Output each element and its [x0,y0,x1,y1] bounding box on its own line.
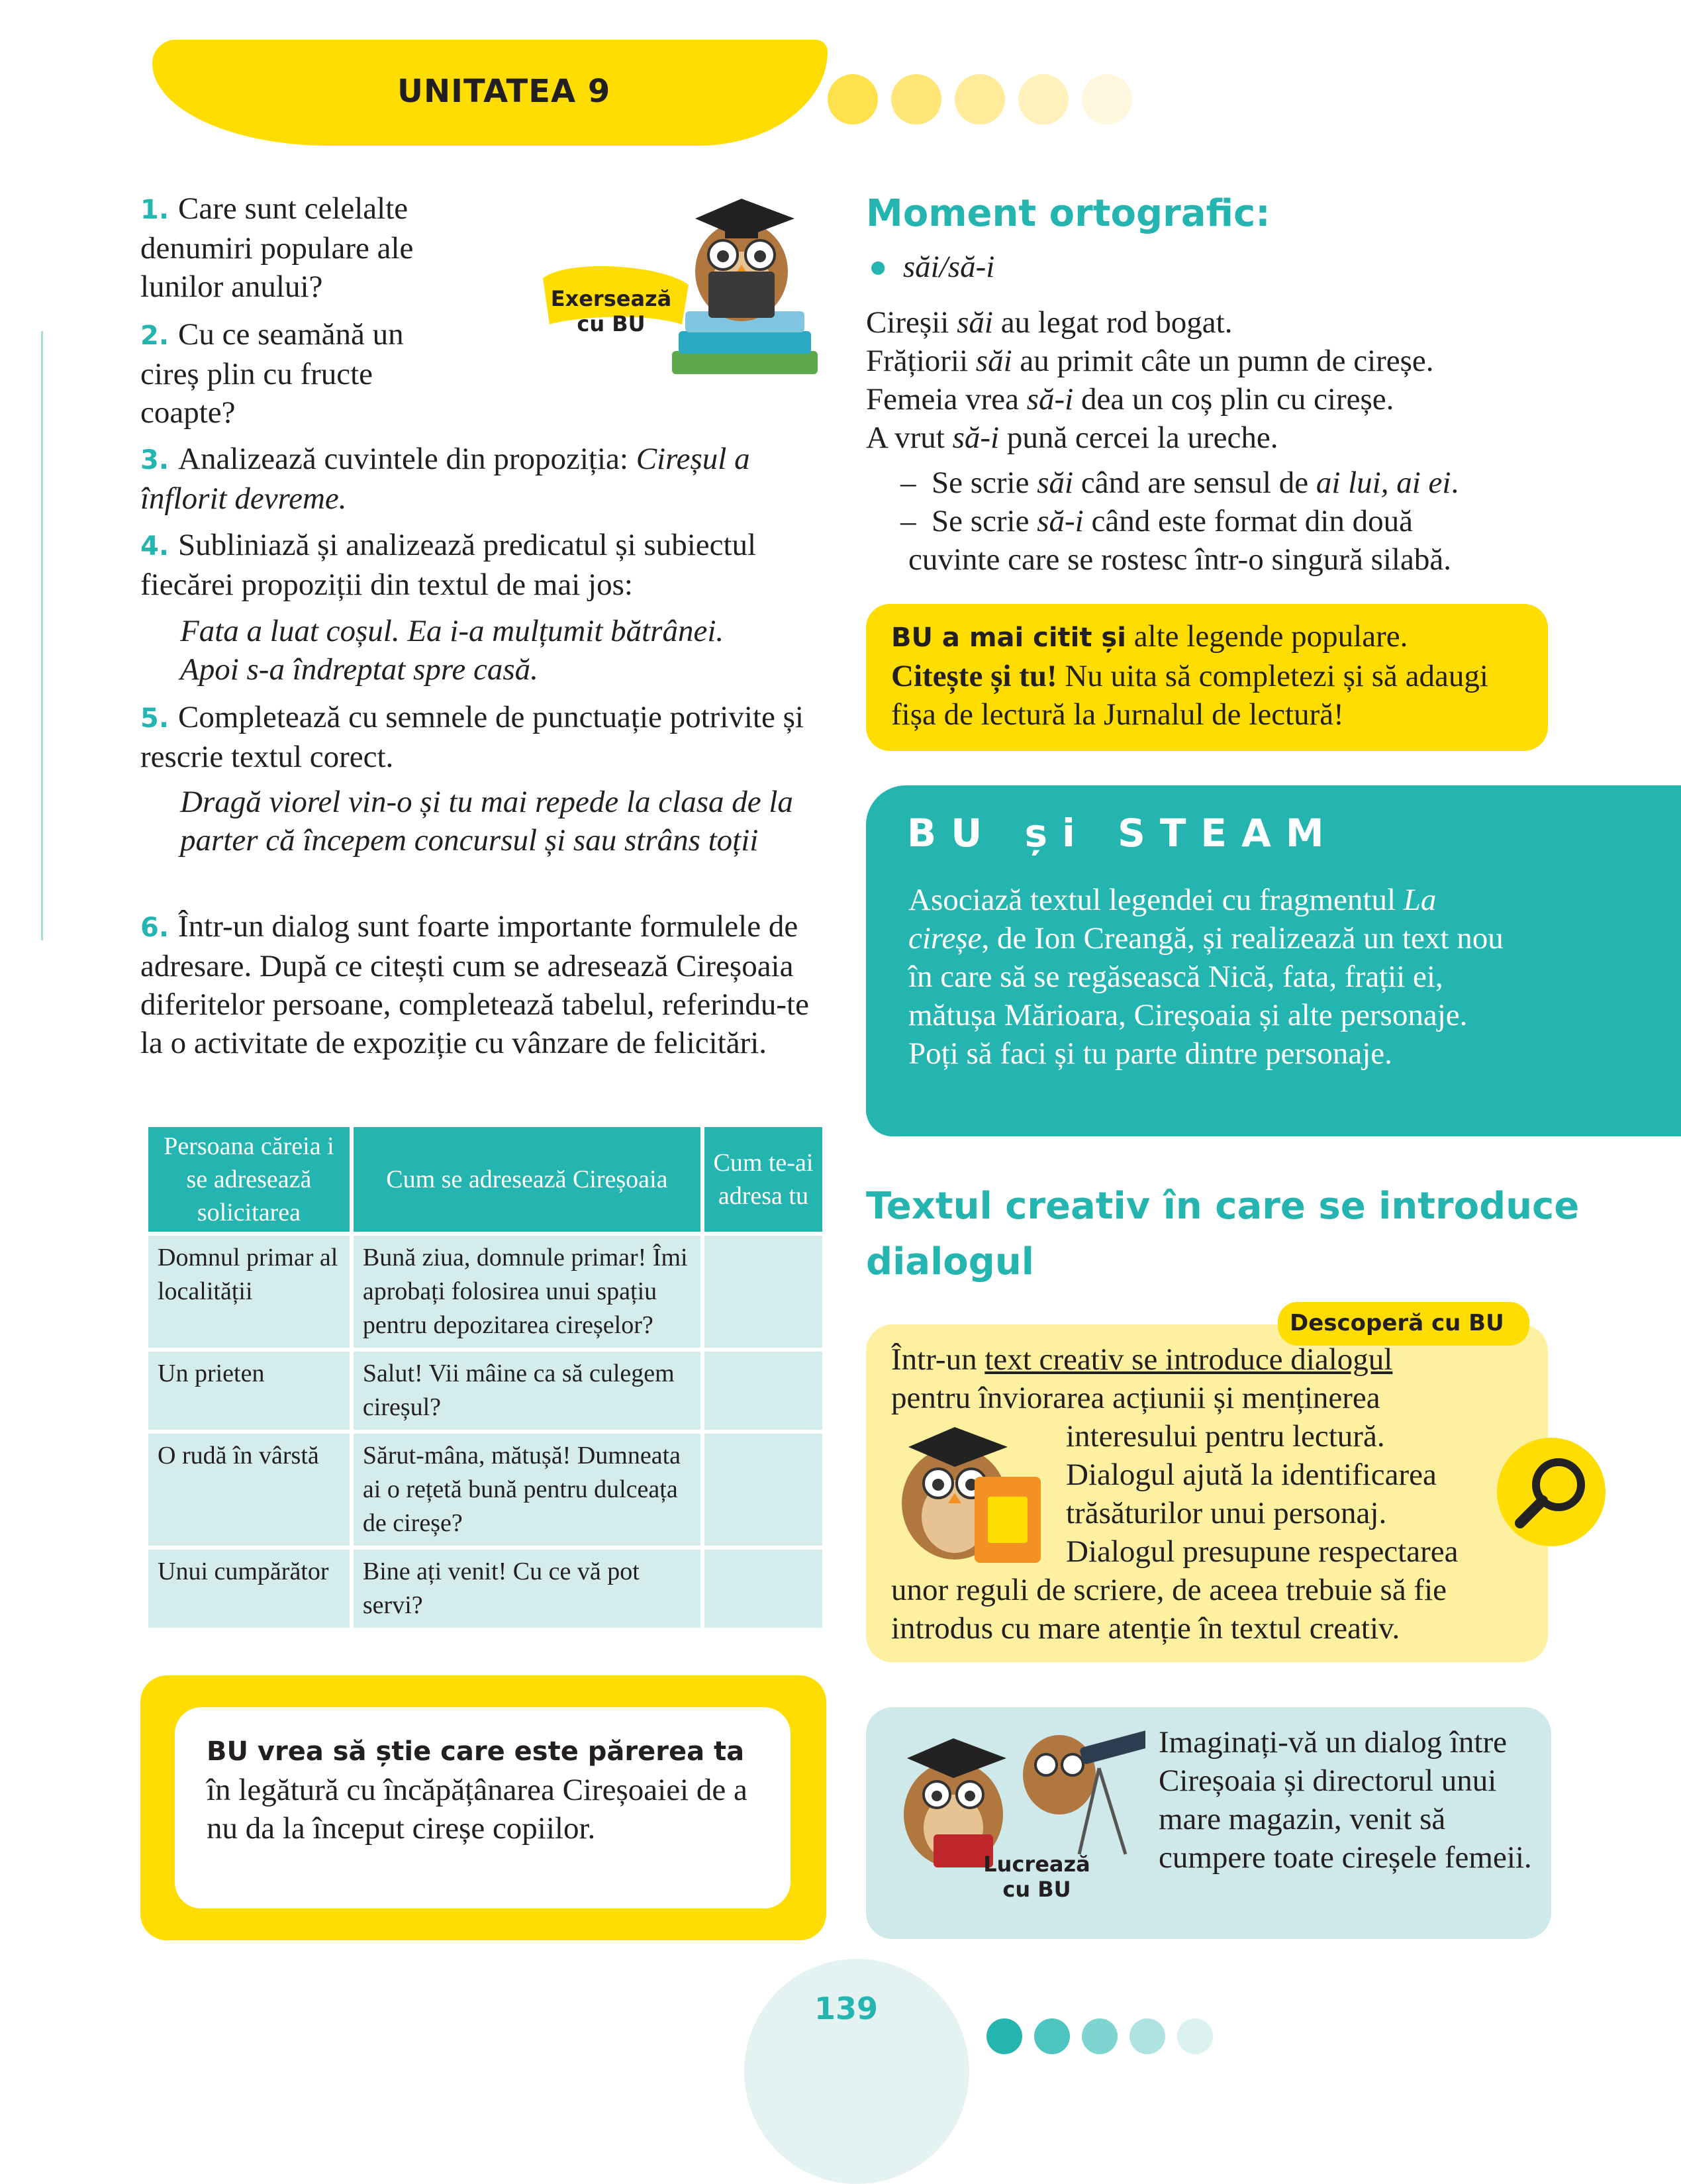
example-line: Femeia vrea să-i dea un coș plin cu cireșe. [866,382,1394,417]
bu-opinion-text: BU vrea să știe care este părerea ta în legătură cu încăpățânarea Cireșoaiei de a nu da la început cireșe copiilor. [207,1736,747,1846]
creative-title: Textul creativ în care se introduce dialogul [866,1185,1580,1283]
orthographic-title: Moment ortografic: [866,192,1271,235]
exercise-2: 2. Cu ce seamănă un cireș plin cu fructe coapte? [140,317,404,430]
table-row [148,1434,822,1546]
example-line: Cireșii săi au legat rod bogat. [866,305,1233,340]
orthographic-rules: – Se scrie săi când are sensul de ai lui, ai ei. – Se scrie să-i când este format din două cuvinte care se rostesc într-o singură silabă. [900,464,1549,579]
unit-title: UNITATEA 9 [397,73,611,110]
example-line: Frățiorii săi au primit câte un pumn de cireșe. [866,344,1434,378]
table-cell-empty[interactable] [704,1352,822,1430]
margin-rule [41,331,43,940]
discover-text-bottom: unor reguli de scriere, de aceea trebuie să fie introdus cu mare atenție în textul creativ. [891,1573,1447,1646]
table-cell: Salut! Vii mâine ca să culegem cireșul? [354,1352,700,1430]
table-row [148,1236,822,1348]
footer-dot [1034,2018,1070,2054]
table-header: Persoana căreia i se adresează solicitarea [148,1127,350,1232]
orthographic-examples [866,303,1541,457]
table-cell-empty[interactable] [704,1236,822,1348]
exercise-6: 6. Într-un dialog sunt foarte importante formulele de adresare. După ce citești cum se adresează Cireșoaia diferitelor persoane, completează tabelul, referindu-te la o activitate de expoziție cu vânzare de felicitări. [140,909,809,1060]
magnifier-icon [1495,1436,1608,1548]
exercise-badge-text: Exersează cu BU [550,286,672,336]
work-text: Imaginați-vă un dialog între Cireșoaia și directorul unui mare magazin, venit să cumpere toate cireșele femeii. [1159,1725,1532,1875]
table-row [148,1550,822,1628]
exercise-4: 4. Subliniază și analizează predicatul și subiectul fiecărei propoziții din textul de mai jos: [140,528,757,602]
rule-line: – Se scrie să-i când este format din două [900,504,1413,538]
rule-line: – Se scrie săi când are sensul de ai lui, ai ei. [900,466,1459,500]
table-cell: O rudă în vârstă [148,1434,350,1546]
header-dot [828,74,878,124]
header-dot [1082,74,1132,124]
header-dot [891,74,941,124]
table-row [148,1352,822,1430]
discover-text-middle: interesului pentru lectură. Dialogul ajută la identificarea trăsăturilor unui personaj. Dialogul presupune respectarea [1066,1419,1459,1569]
exercise-1: 1. Care sunt celelalte denumiri populare ale lunilor anului? [140,191,414,304]
table-cell: Unui cumpărător [148,1550,350,1628]
bullet-icon: ● [869,250,888,284]
footer-dot [1177,2018,1213,2054]
footer-dot [1082,2018,1118,2054]
exercise-5-quote: Dragă viorel vin-o și tu mai repede la clasa de la parter că începem concursul și sau strâns toții [180,785,793,858]
discover-text-top: Într-un text creativ se introduce dialogul pentru înviorarea acțiunii și menținerea [891,1342,1393,1415]
owl-reading-illustration [875,1417,1054,1569]
work-badge-text: Lucrează cu BU [983,1852,1090,1902]
exercise-4-quote: Fata a luat coșul. Ea i-a mulțumit bătrânei. Apoi s-a îndreptat spre casă. [180,614,724,687]
table-header: Cum se adresează Cireșoaia [354,1127,700,1232]
table-cell-empty[interactable] [704,1434,822,1546]
orthographic-bullet: ● săi/să-i [869,250,995,284]
table-cell-empty[interactable] [704,1550,822,1628]
table-header-row [148,1127,822,1232]
table-cell: Sărut-mâna, mătușă! Dumneata ai o rețetă bună pentru dulceața de cireșe? [354,1434,700,1546]
table-header: Cum te-ai adresa tu [704,1127,822,1232]
example-line: A vrut să-i pună cercei la ureche. [866,421,1278,455]
page-number: 139 [814,1991,879,2026]
steam-text: Asociază textul legendei cu fragmentul La cireșe, de Ion Creangă, și realizează un text nou în care să se regăsească Nică, fata, frații ei, mătușa Mărioara, Cireșoaia și alte personaje. Poți să faci și tu parte dintre personaje. [908,883,1504,1071]
table-cell: Domnul primar al localității [148,1236,350,1348]
header-dot [955,74,1005,124]
discover-badge-text: Descoperă cu BU [1290,1310,1504,1336]
exercise-5: 5. Completează cu semnele de punctuație potrivite și rescrie textul corect. [140,700,804,774]
reading-note-text: BU a mai citit și alte legende populare. Citește și tu! Nu uita să completezi și să adaugi fișa de lectură la Jurnalul de lectură! [891,619,1488,732]
table-cell: Un prieten [148,1352,350,1430]
table-cell: Bună ziua, domnule primar! Îmi aprobați folosirea unui spațiu pentru depozitarea cireșelor? [354,1236,700,1348]
table-cell: Bine ați venit! Cu ce vă pot servi? [354,1550,700,1628]
footer-dot [1129,2018,1165,2054]
header-dot [1018,74,1069,124]
footer-dot [986,2018,1022,2054]
addressing-table [144,1123,826,1632]
steam-title: BU și STEAM [907,811,1339,856]
exercise-3: 3. Analizează cuvintele din propoziția: Cireșul a înflorit devreme. [140,442,750,516]
